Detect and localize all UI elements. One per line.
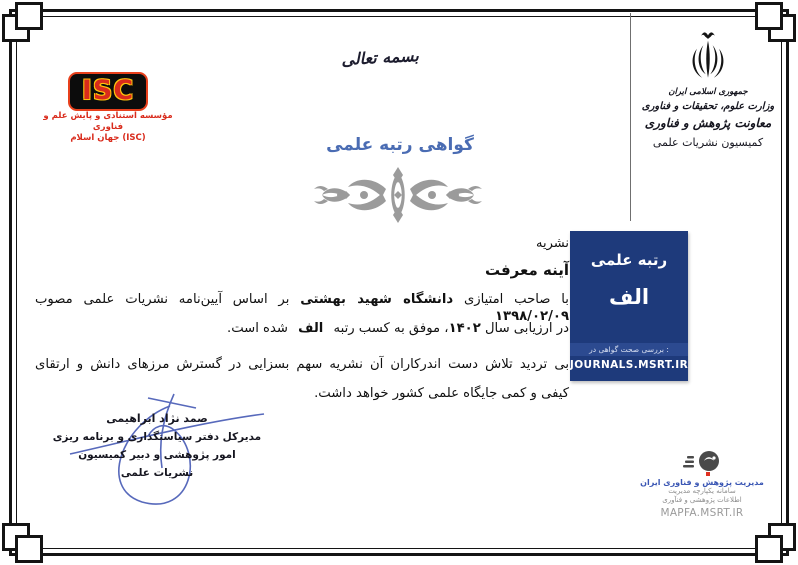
isc-caption-line2: جهان اسلام (ISC) bbox=[70, 133, 146, 143]
mapfa-block bbox=[638, 449, 766, 519]
mapfa-url: MAPFA.MSRT.IR bbox=[660, 507, 744, 519]
signatory-name: صمد نژاد ابراهیمی bbox=[106, 412, 208, 425]
corner-knot-bottom-right bbox=[746, 513, 798, 565]
closing-paragraph-line1: بی تردید تلاش دست اندرکاران آن نشریه سهم بسزایی در گسترش مرزهای دانش و ارتقای bbox=[35, 357, 569, 372]
signatory-role-line1: مدیرکل دفتر سیاستگذاری و برنامه ریزی bbox=[52, 431, 262, 443]
ministry-deputy-line: معاونت پژوهش و فناوری bbox=[644, 116, 772, 131]
certificate-title: گواهی رتبه علمی bbox=[326, 135, 474, 155]
journal-name: آینه معرفت bbox=[484, 261, 569, 279]
mapfa-title: مدیریت پژوهش و فناوری ایران bbox=[640, 478, 764, 487]
line2-year: ۱۴۰۲ bbox=[448, 321, 481, 336]
closing-paragraph-line2: کیفی و کمی جایگاه علمی کشور خواهد داشت. bbox=[314, 386, 569, 401]
line1-pre: با صاحب امتیازی bbox=[463, 292, 569, 307]
bismillah-text: بسمه تعالی bbox=[340, 45, 420, 70]
header-vertical-divider bbox=[630, 13, 631, 221]
isc-caption-line1: مؤسسه استنادی و پایش علم و فناوری bbox=[43, 111, 173, 132]
signatory-role-line3: نشریات علمی bbox=[120, 467, 194, 479]
rank-box-label: رتبه علمی bbox=[590, 251, 668, 269]
line1-mid: بر اساس آیین‌نامه نشریات علمی مصوب bbox=[35, 292, 290, 307]
line1-date: ۱۳۹۸/۰۲/۰۹ bbox=[494, 309, 569, 325]
rank-box bbox=[570, 231, 688, 381]
line2-mid: ، موفق به کسب رتبه bbox=[333, 321, 449, 336]
mapfa-subtitle-line1: سامانه یکپارچه مدیریت bbox=[668, 487, 736, 495]
corner-knot-bottom-left bbox=[0, 513, 52, 565]
journal-label: نشریه bbox=[536, 236, 569, 251]
mapfa-subtitle-line2: اطلاعات پژوهشی و فنآوری bbox=[662, 496, 742, 504]
rank-box-verify-url: JOURNALS.MSRT.IR bbox=[569, 359, 689, 371]
line2-rank: الف bbox=[298, 321, 324, 336]
signatory-role-line2: امور پژوهشی و دبیر کمیسیون bbox=[78, 449, 236, 461]
corner-knot-top-left bbox=[0, 0, 52, 52]
ministry-country-line: جمهوری اسلامی ایران bbox=[668, 87, 748, 97]
ministry-header bbox=[634, 30, 782, 150]
isc-acronym: ISC bbox=[81, 75, 135, 106]
isc-logo-icon bbox=[68, 72, 148, 111]
ornament-flourish-icon bbox=[298, 161, 498, 229]
ministry-name-line: وزارت علوم، تحقیقات و فناوری bbox=[641, 100, 775, 112]
line2-post: شده است. bbox=[227, 321, 288, 336]
line1-owner: دانشگاه شهید بهشتی bbox=[300, 292, 454, 307]
rank-box-verify-label: بررسی صحت گواهی در : bbox=[570, 343, 688, 356]
mapfa-logo-icon bbox=[679, 449, 725, 477]
rank-box-value: الف bbox=[608, 285, 650, 309]
ministry-commission-line: کمیسیون نشریات علمی bbox=[652, 136, 764, 150]
isc-logo-block bbox=[40, 72, 176, 144]
certificate-sentence-line2 bbox=[35, 320, 569, 337]
line2-pre: در ارزیابی سال bbox=[484, 321, 569, 336]
signature-block bbox=[52, 412, 262, 479]
iran-emblem-icon bbox=[679, 30, 737, 86]
